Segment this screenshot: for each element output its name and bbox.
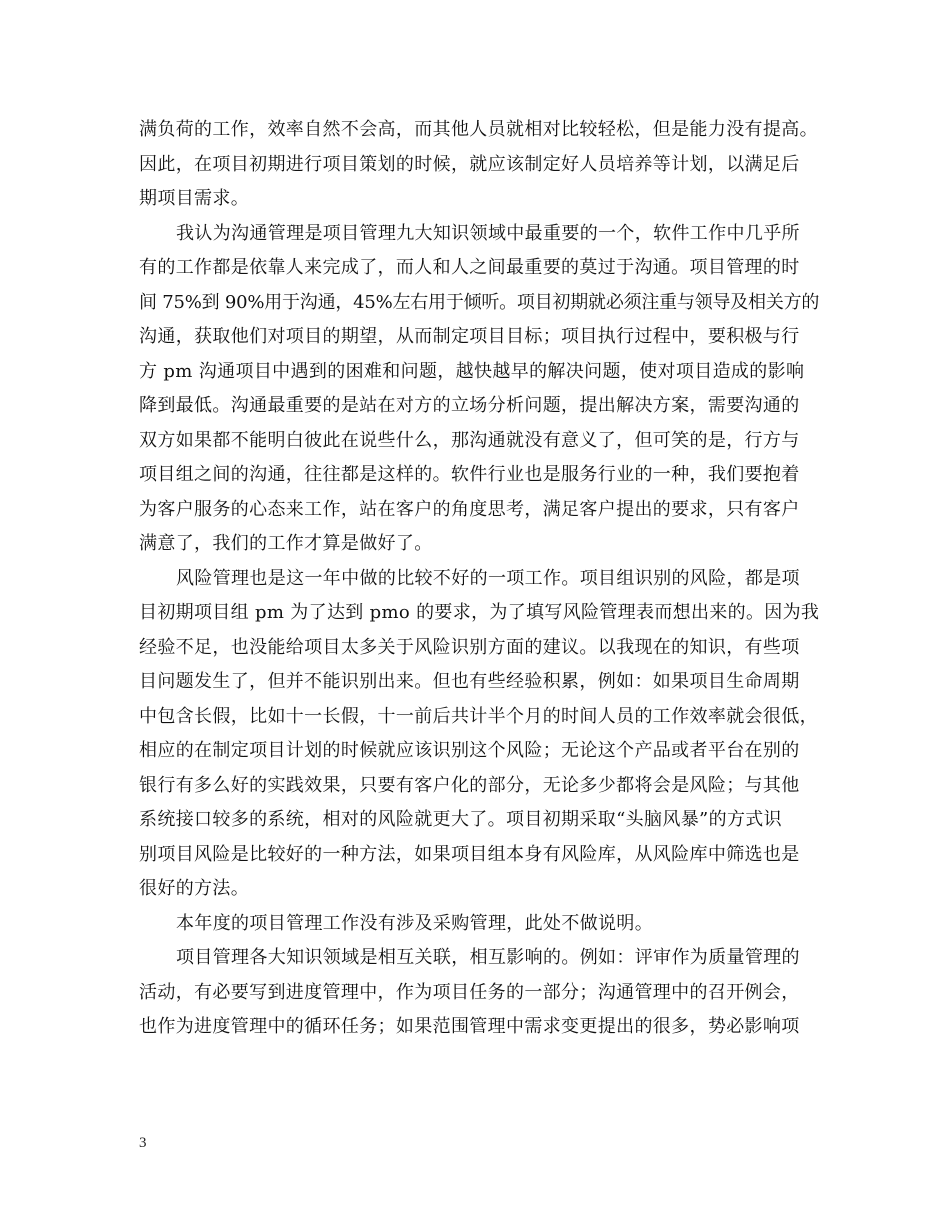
text-line: 别项目风险是比较好的一种方法，如果项目组本身有风险库，从风险库中筛选也是: [139, 843, 800, 865]
paragraph-first-line: 本年度的项目管理工作没有涉及采购管理，此处不做说明。: [176, 912, 654, 934]
text-line: 银行有多么好的实践效果，只要有客户化的部分，无论多少都将会是风险；与其他: [139, 774, 800, 796]
paragraph-first-line: 项目管理各大知识领域是相互关联，相互影响的。例如：评审作为质量管理的: [176, 947, 800, 968]
text-line: 因此，在项目初期进行项目策划的时候，就应该制定好人员培养等计划，以满足后: [139, 153, 800, 175]
text-line: 活动，有必要写到进度管理中，作为项目任务的一部分；沟通管理中的召开例会，: [139, 981, 800, 1003]
text-line: 也作为进度管理中的循环任务；如果范围管理中需求变更提出的很多，势必影响项: [139, 1016, 800, 1037]
text-line: 目初期项目组 pm 为了达到 pmo 的要求，为了填写风险管理表而想出来的。因为我: [139, 602, 820, 623]
body-text: [139, 113, 819, 1045]
paragraph-first-line: 风险管理也是这一年中做的比较不好的一项工作。项目组识别的风险，都是项: [176, 567, 800, 589]
text-line: 方 pm 沟通项目中遇到的困难和问题，越快越早的解决问题，使对项目造成的影响: [139, 360, 805, 382]
text-line: 双方如果都不能明白彼此在说些什么，那沟通就没有意义了，但可笑的是，行方与: [139, 429, 800, 451]
text-line: 满负荷的工作，效率自然不会高，而其他人员就相对比较轻松，但是能力没有提高。: [139, 119, 818, 140]
text-line: 经验不足，也没能给项目太多关于风险识别方面的建议。以我现在的知识，有些项: [139, 636, 800, 658]
text-line: 有的工作都是依靠人来完成了，而人和人之间最重要的莫过于沟通。项目管理的时: [139, 257, 800, 278]
text-line: 满意了，我们的工作才算是做好了。: [139, 533, 433, 554]
text-line: 间 75%到 90%用于沟通，45%左右用于倾听。项目初期就必须注重与领导及相关方的: [139, 291, 820, 313]
text-line: 为客户服务的心态来工作，站在客户的角度思考，满足客户提出的要求，只有客户: [139, 498, 800, 520]
text-line: 项目组之间的沟通，往往都是这样的。软件行业也是服务行业的一种，我们要抱着: [139, 464, 800, 485]
text-line: 期项目需求。: [139, 188, 250, 209]
paragraph-first-line: 我认为沟通管理是项目管理九大知识领域中最重要的一个，软件工作中几乎所: [176, 222, 800, 244]
text-line: 沟通，获取他们对项目的期望，从而制定项目目标；项目执行过程中，要积极与行: [139, 326, 800, 347]
text-line: 目问题发生了，但并不能识别出来。但也有些经验积累，例如：如果项目生命周期: [139, 671, 800, 692]
page-number: 3: [139, 1135, 147, 1151]
text-line: 系统接口较多的系统，相对的风险就更大了。项目初期采取“头脑风暴”的方式识: [139, 809, 783, 830]
text-line: 很好的方法。: [139, 878, 250, 899]
text-line: 中包含长假，比如十一长假，十一前后共计半个月的时间人员的工作效率就会很低，: [139, 705, 818, 727]
text-line: 相应的在制定项目计划的时候就应该识别这个风险；无论这个产品或者平台在别的: [139, 740, 800, 761]
text-line: 降到最低。沟通最重要的是站在对方的立场分析问题，提出解决方案，需要沟通的: [139, 395, 800, 416]
